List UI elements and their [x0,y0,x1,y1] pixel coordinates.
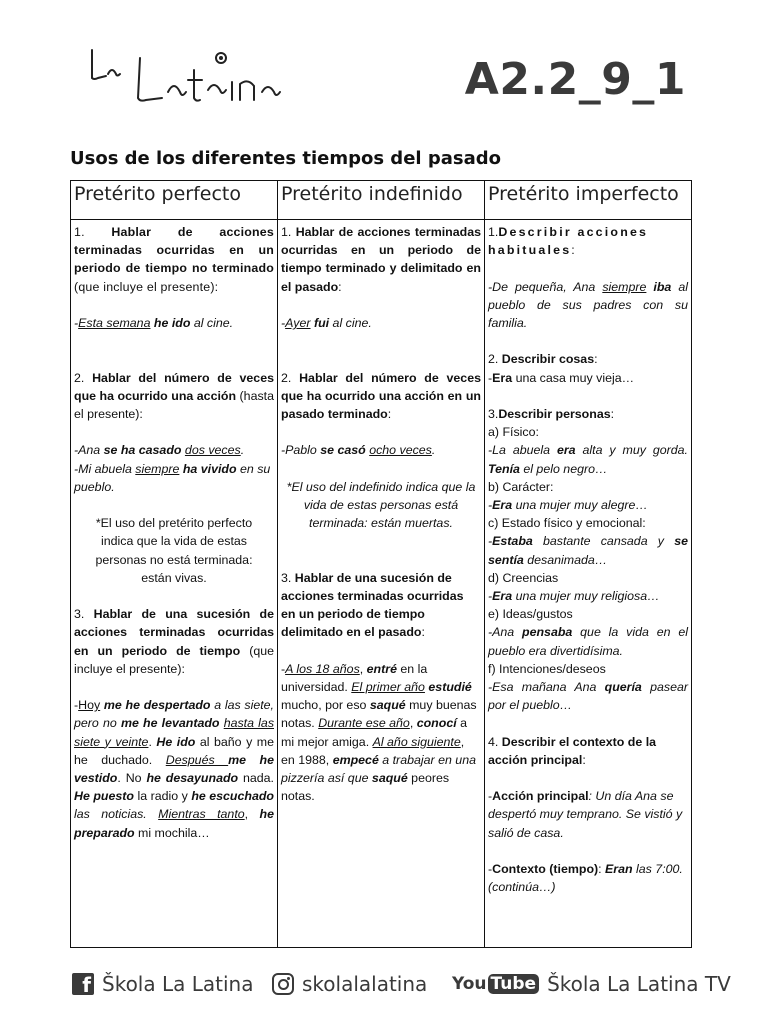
imperfecto-use-3: 3.Describir personas: [488,406,615,421]
column-header-preterito-imperfecto: Pretérito imperfecto [485,181,692,220]
lesson-code: A2.2_9_1 [464,54,686,105]
perfecto-note: *El uso del pretérito perfecto indica que la vida de estas personas no está terminada: están vivas. [95,516,253,585]
imperfecto-example-4b: -Contexto (tiempo): Eran las 7:00. [488,862,683,877]
indefinido-example-3: -A los 18 años, entré en la universidad. El primer año estudié mucho, por eso saqué muy buenas notas. Durante ese año, conocí a mi mejor amiga. Al año siguiente, en 1988, empecé a trabajar en una pizzería así que saqué peores notas. [281,661,477,804]
imperfecto-3a-label: a) Físico: [488,425,539,440]
imperfecto-3b-example: -Era una mujer muy alegre… [488,498,648,512]
imperfecto-3c-example: -Estaba bastante cansada y se sentía desanimada… [488,534,688,567]
imperfecto-3e-label: e) Ideas/gustos [488,607,573,622]
footer [72,968,731,1002]
column-preterito-indefinido [278,220,485,948]
la-latina-logo [82,44,312,112]
indefinido-use-2: 2. Hablar del número de veces que ha ocurrido una acción en un pasado terminado: [281,370,481,421]
perfecto-use-1: 1. Hablar de acciones terminadas ocurridas en un periodo de tiempo no terminado (que incluye el presente): [74,225,274,294]
instagram-link[interactable]: skolalalatina [272,972,427,996]
column-preterito-imperfecto [485,220,692,948]
imperfecto-example-4a: -Acción principal: Un día Ana se despertó muy temprano. Se vistió y salió de casa. [488,789,683,840]
facebook-link[interactable]: f Škola La Latina [72,972,253,996]
imperfecto-3e-example: -Ana pensaba que la vida en el pueblo era divertidísima. [488,625,689,658]
youtube-link[interactable]: You Tube Škola La Latina TV [452,972,731,996]
tenses-table [70,180,692,948]
facebook-icon: f [72,973,94,995]
imperfecto-3f-label: f) Intenciones/deseos [488,661,606,676]
imperfecto-3d-label: d) Creencias [488,570,559,585]
imperfecto-3f-example: -Esa mañana Ana quería pasear por el pueblo… [488,680,688,713]
perfecto-example-2a: -Ana se ha casado dos veces. [74,443,245,458]
indefinido-example-2: -Pablo se casó ocho veces. [281,443,436,458]
column-preterito-perfecto [71,220,278,948]
youtube-icon: You Tube [452,974,539,994]
indefinido-use-1: 1. Hablar de acciones terminadas ocurridas en un periodo de tiempo terminado y delimitado en el pasado: [281,225,481,294]
imperfecto-example-1: -De pequeña, Ana siempre iba al pueblo de sus padres con su familia. [488,279,688,330]
imperfecto-use-4: 4. Describir el contexto de la acción principal: [488,734,657,767]
imperfecto-continua: (continúa…) [488,880,556,895]
perfecto-example-1: -Esta semana he ido al cine. [74,316,234,330]
imperfecto-use-2: 2. Describir cosas: [488,352,598,367]
perfecto-use-2: 2. Hablar del número de veces que ha ocurrido una acción (hasta el presente): [74,370,274,421]
imperfecto-3c-label: c) Estado físico y emocional: [488,516,646,531]
page-title: Usos de los diferentes tiempos del pasado [70,148,501,169]
perfecto-example-2b: -Mi abuela siempre ha vivido en su pueblo. [74,461,271,494]
imperfecto-example-2: -Era una casa muy vieja… [488,370,635,385]
perfecto-example-3: -Hoy me he despertado a las siete, pero no me he levantado hasta las siete y veinte. He ido al baño y me he duchado. Después me he vestido. No he desayunado nada. He puesto la radio y he escuchado las noticias. Mientras tanto, he preparado mi mochila… [74,698,275,840]
instagram-icon [272,973,294,995]
indefinido-example-1: -Ayer fui al cine. [281,316,372,330]
imperfecto-3d-example: -Era una mujer muy religiosa… [488,589,660,604]
perfecto-use-3: 3. Hablar de una sucesión de acciones terminadas ocurridas en un periodo de tiempo (que incluye el presente): [74,607,274,676]
indefinido-note: *El uso del indefinido indica que la vida de estas personas está terminada: están muertas. [286,479,476,531]
column-header-preterito-perfecto: Pretérito perfecto [71,181,278,220]
column-header-preterito-indefinido: Pretérito indefinido [278,181,485,220]
indefinido-use-3: 3. Hablar de una sucesión de acciones terminadas ocurridas en un periodo de tiempo delimitado en el pasado: [281,570,464,640]
imperfecto-3b-label: b) Carácter: [488,479,554,494]
imperfecto-3a-example: -La abuela era alta y muy gorda. Tenía el pelo negro… [488,443,688,476]
imperfecto-use-1: 1.Describir acciones habituales: [488,225,649,258]
